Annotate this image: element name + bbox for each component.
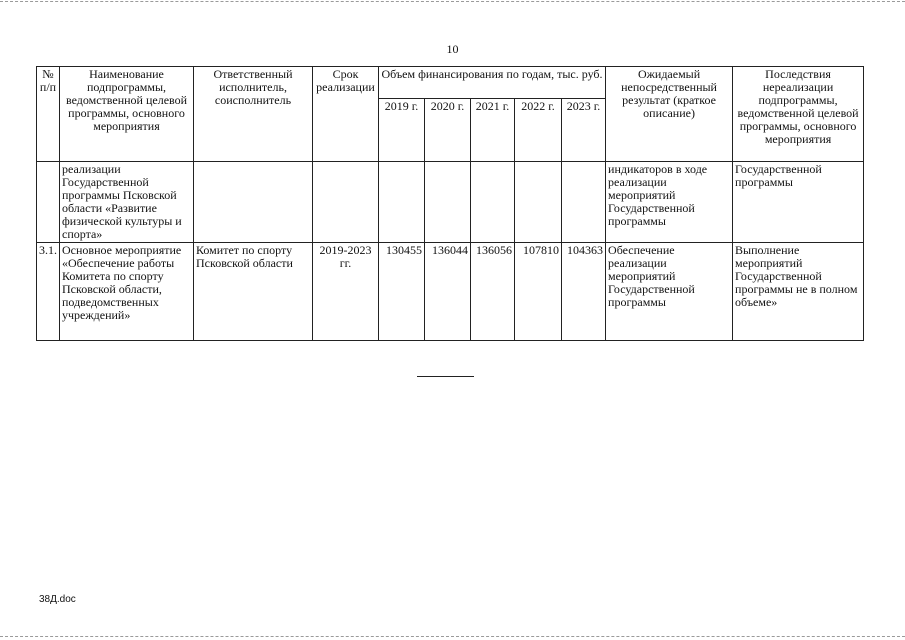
cell-period	[313, 162, 379, 243]
cell-responsible: Комитет по спорту Псковской области	[194, 243, 313, 341]
table-row	[37, 243, 864, 341]
header-expected: Ожидаемый непосредственный результат (краткое описание)	[606, 67, 733, 162]
cell-value	[471, 162, 515, 243]
cell-expected: индикаторов в ходе реализации мероприятий Государственной программы	[606, 162, 733, 243]
cell-period: 2019-2023 гг.	[313, 243, 379, 341]
header-row-1	[37, 67, 864, 99]
header-consequences: Последствия нереализации подпрограммы, ведомственной целевой программы, основного мероприятия	[733, 67, 864, 162]
cell-value	[425, 162, 471, 243]
cell-value	[379, 162, 425, 243]
cell-value: 104363	[562, 243, 606, 341]
cell-value: 107810	[515, 243, 562, 341]
cell-value: 130455	[379, 243, 425, 341]
cell-responsible	[194, 162, 313, 243]
table-row	[37, 162, 864, 243]
cell-value	[515, 162, 562, 243]
cell-consequences: Государственной программы	[733, 162, 864, 243]
header-period: Срок реализации	[313, 67, 379, 162]
cell-value: 136044	[425, 243, 471, 341]
cell-num	[37, 162, 60, 243]
header-num: № п/п	[37, 67, 60, 162]
footer-filename: 38Д.doc	[39, 594, 76, 605]
program-table	[36, 66, 864, 341]
header-year: 2023 г.	[562, 99, 606, 162]
cell-consequences: Выполнение мероприятий Государственной программы не в полном объеме»	[733, 243, 864, 341]
header-year: 2019 г.	[379, 99, 425, 162]
cell-num: 3.1.	[37, 243, 60, 341]
header-year: 2022 г.	[515, 99, 562, 162]
page-number: 10	[446, 42, 459, 56]
header-year: 2021 г.	[471, 99, 515, 162]
header-name: Наименование подпрограммы, ведомственной целевой программы, основного мероприятия	[60, 67, 194, 162]
scan-edge-bottom	[0, 636, 905, 637]
end-of-table-divider	[417, 376, 474, 377]
header-responsible: Ответственный исполнитель, соисполнитель	[194, 67, 313, 162]
cell-value	[562, 162, 606, 243]
header-year: 2020 г.	[425, 99, 471, 162]
header-funding: Объем финансирования по годам, тыс. руб.	[379, 67, 606, 99]
cell-value: 136056	[471, 243, 515, 341]
cell-expected: Обеспечение реализации мероприятий Государственной программы	[606, 243, 733, 341]
cell-name: реализации Государственной программы Псковской области «Развитие физической культуры и спорта»	[60, 162, 194, 243]
cell-name: Основное мероприятие «Обеспечение работы Комитета по спорту Псковской области, подведомственных учреждений»	[60, 243, 194, 341]
scan-edge-top	[0, 1, 905, 2]
